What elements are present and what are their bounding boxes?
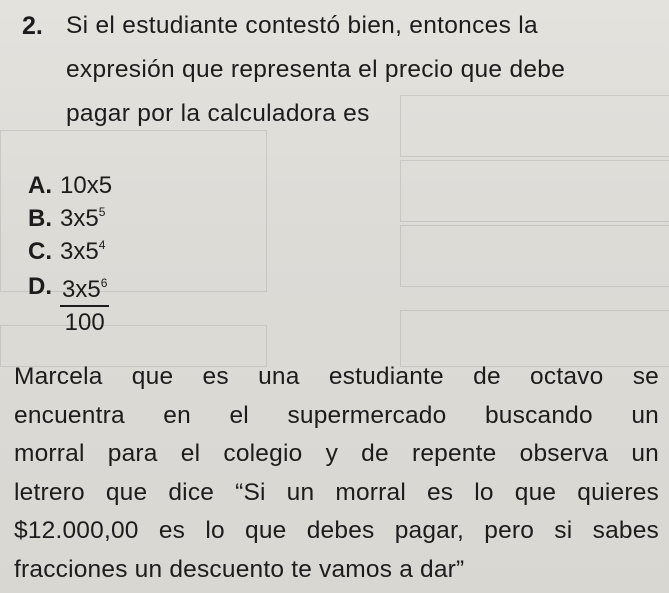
bleed-through-box — [400, 225, 669, 287]
option-letter: D. — [28, 273, 52, 300]
fraction-denominator: 100 — [64, 309, 105, 336]
context-paragraph — [14, 358, 659, 589]
bleed-through-box — [400, 160, 669, 222]
option-b-base: 3x5 — [60, 205, 99, 232]
option-letter: C. — [28, 238, 52, 265]
option-c-exponent: 4 — [98, 238, 106, 252]
fraction-numerator — [60, 276, 109, 307]
option-letter: B. — [28, 205, 52, 232]
option-a-expression: 10x5 — [60, 172, 113, 199]
paragraph-line-5: $12.000,00 es lo que debes pagar, pero si sabes — [14, 517, 659, 544]
numerator-exponent: 6 — [100, 276, 108, 290]
option-d-fraction — [60, 276, 109, 337]
paragraph-line-2: encuentra en el supermercado buscando un — [14, 401, 659, 429]
option-letter: A. — [28, 172, 52, 199]
paragraph-line-1: Marcela que es una estudiante de octavo se — [14, 363, 659, 390]
paragraph-line-3: morral para el colegio y de repente observa un — [14, 440, 659, 467]
question-text-line-1: Si el estudiante contestó bien, entonces la — [66, 12, 538, 39]
question-number: 2. — [22, 12, 43, 40]
option-a[interactable] — [28, 172, 112, 200]
paragraph-line-4: letrero que dice “Si un morral es lo que quieres — [14, 478, 659, 506]
option-b-exponent: 5 — [98, 205, 106, 219]
bleed-through-box — [400, 95, 669, 157]
question-text-line-3: pagar por la calculadora es — [66, 100, 370, 127]
paragraph-line-6: fracciones un descuento te vamos a dar” — [14, 555, 465, 583]
numerator-base: 3x5 — [62, 276, 101, 303]
option-d[interactable] — [28, 273, 60, 301]
option-c[interactable] — [28, 238, 105, 266]
option-b[interactable] — [28, 205, 105, 233]
question-text-line-2: expresión que representa el precio que debe — [66, 56, 566, 83]
option-c-base: 3x5 — [60, 238, 99, 265]
